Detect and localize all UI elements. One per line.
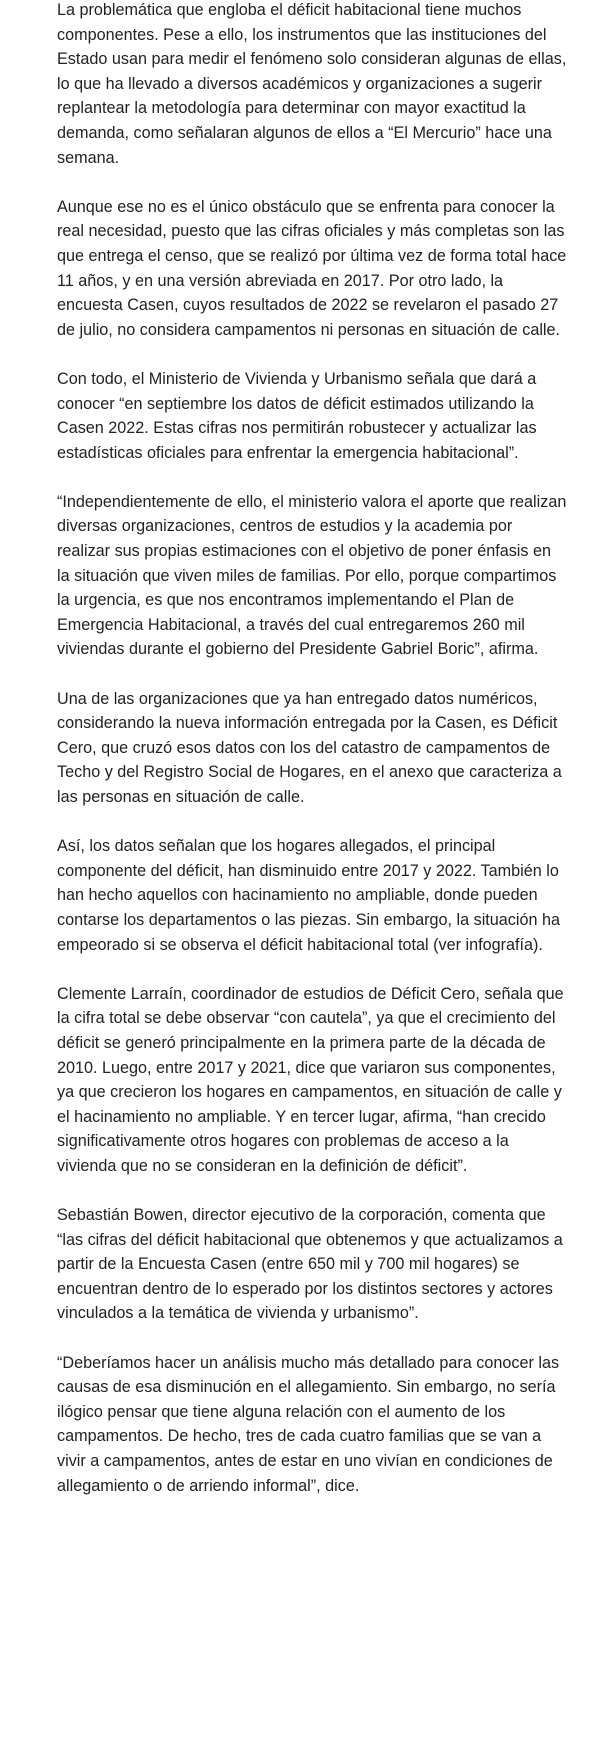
article-paragraph-1: La problemática que engloba el déficit habitacional tiene muchos componentes. Pese a ello, los instrumentos que las instituciones del Estado usan para medir el fenómeno solo consideran algunas de ellas, lo que ha llevado a diversos académicos y organizaciones a sugerir replantear la metodología para determinar con mayor exactitud la demanda, como señalaran algunos de ellos a “El Mercurio” hace una semana. <box>57 1 567 167</box>
article-paragraph-6: Así, los datos señalan que los hogares allegados, el principal componente del déficit, han disminuido entre 2017 y 2022. También lo han hecho aquellos con hacinamiento no ampliable, donde pueden contarse los departamentos o las piezas. Sin embargo, la situación ha empeorado si se observa el déficit habitacional total (ver infografía). <box>57 837 560 954</box>
article-paragraph-9: “Deberíamos hacer un análisis mucho más detallado para conocer las causas de esa disminución en el allegamiento. Sin embargo, no sería ilógico pensar que tiene alguna relación con el aumento de los campamentos. De hecho, tres de cada cuatro familias que se van a vivir a campamentos, antes de estar en uno vivían en condiciones de allegamiento o de arriendo informal”, dice. <box>57 1353 560 1495</box>
article-paragraph-3: Con todo, el Ministerio de Vivienda y Urbanismo señala que dará a conocer “en septiembre los datos de déficit estimados utilizando la Casen 2022. Estas cifras nos permitirán robustecer y actualizar las estadísticas oficiales para enfrentar la emergencia habitacional”. <box>57 369 537 462</box>
article-paragraph-8: Sebastián Bowen, director ejecutivo de la corporación, comenta que “las cifras del déficit habitacional que obtenemos y que actualizamos a partir de la Encuesta Casen (entre 650 mil y 700 mil hogares) se encuentran dentro de lo esperado por los distintos sectores y actores vinculados a la temática de vivienda y urbanismo”. <box>57 1206 563 1323</box>
article-paragraph-5: Una de las organizaciones que ya han entregado datos numéricos, considerando la nueva información entregada por la Casen, es Déficit Cero, que cruzó esos datos con los del catastro de campamentos de Techo y del Registro Social de Hogares, en el anexo que caracteriza a las personas en situación de calle. <box>57 689 562 806</box>
article-paragraph-7: Clemente Larraín, coordinador de estudios de Déficit Cero, señala que la cifra total se debe observar “con cautela”, ya que el crecimiento del déficit se generó principalmente en la primera parte de la década de 2010. Luego, entre 2017 y 2021, dice que variaron sus componentes, ya que crecieron los hogares en campamentos, en situación de calle y el hacinamiento no ampliable. Y en tercer lugar, afirma, “han crecido significativamente otros hogares con problemas de acceso a la vivienda que no se consideran en la definición de déficit”. <box>57 984 564 1175</box>
article-paragraph-2: Aunque ese no es el único obstáculo que se enfrenta para conocer la real necesidad, puesto que las cifras oficiales y más completas son las que entrega el censo, que se realizó por última vez de forma total hace 11 años, y en una versión abreviada en 2017. Por otro lado, la encuesta Casen, cuyos resultados de 2022 se revelaron el pasado 27 de julio, no considera campamentos ni personas en situación de calle. <box>57 197 567 339</box>
article-body <box>57 0 567 1523</box>
article-paragraph-4: “Independientemente de ello, el ministerio valora el aporte que realizan diversas organizaciones, centros de estudios y la academia por realizar sus propias estimaciones con el objetivo de poner énfasis en la situación que viven miles de familias. Por ello, porque compartimos la urgencia, es que nos encontramos implementando el Plan de Emergencia Habitacional, a través del cual entregaremos 260 mil viviendas durante el gobierno del Presidente Gabriel Boric”, afirma. <box>57 492 567 659</box>
